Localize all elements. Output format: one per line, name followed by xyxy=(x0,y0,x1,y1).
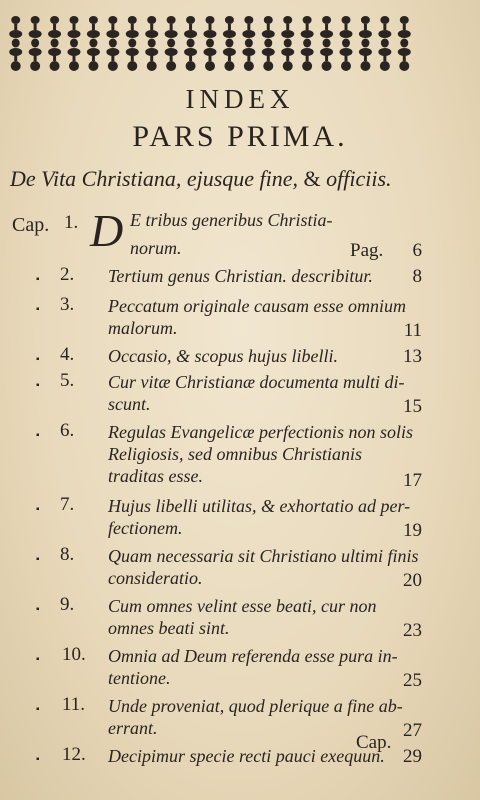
decorative-ornament-band xyxy=(6,12,414,74)
ornament-motif xyxy=(145,16,158,71)
entry-text-line: Quam necessaria sit Christiano ultimi finis xyxy=(108,546,419,566)
pag-label: Pag. xyxy=(350,240,384,261)
entry-page: 11 xyxy=(403,320,422,341)
entry-text-line: Cur vitæ Christianæ documenta multi di- xyxy=(108,372,405,392)
entry-mark: ▪ xyxy=(36,654,40,665)
catchword: Cap. xyxy=(356,732,392,753)
entry-text-line: Omnia ad Deum referenda esse pura in- xyxy=(108,646,398,666)
ornament-motif xyxy=(340,16,353,71)
entry-mark: ▪ xyxy=(36,304,40,315)
ornament-motif xyxy=(165,16,178,71)
index-entry-9 xyxy=(0,592,480,642)
entry-number: 12. xyxy=(62,744,86,765)
entry-text-line: Regulas Evangelicæ perfectionis non solis xyxy=(108,422,413,442)
entry-number: 6. xyxy=(60,420,75,441)
index-entry-11 xyxy=(0,692,480,742)
entry-page: 17 xyxy=(403,470,422,491)
entry-text-line: consideratio. xyxy=(108,568,203,588)
ornament-motif xyxy=(87,16,100,71)
entry-text-line: malorum. xyxy=(108,318,178,338)
ornament-motif xyxy=(184,16,197,71)
index-entry-8 xyxy=(0,542,480,592)
entry-page: 6 xyxy=(412,240,422,261)
part-subtitle xyxy=(10,166,392,192)
entry-text-line: Hujus libelli utilitas, & exhortatio ad per- xyxy=(108,496,411,516)
entry-text-line: Unde proveniat, quod plerique a fine ab- xyxy=(108,696,403,716)
entry-number: 9. xyxy=(60,594,75,615)
subtitle-text-b: officiis. xyxy=(320,166,392,191)
entry-number: 2. xyxy=(60,264,75,285)
ornament-motif xyxy=(262,16,275,71)
entry-number: 4. xyxy=(60,344,75,365)
cap-label: Cap. xyxy=(12,214,50,236)
entry-mark: ▪ xyxy=(36,554,40,565)
entry-page: 25 xyxy=(403,670,422,691)
ornament-motif xyxy=(9,16,22,71)
entry-mark: ▪ xyxy=(36,754,40,765)
entry-text-line: Decipimur specie recti pauci exequun. xyxy=(108,746,385,766)
entry-mark: ▪ xyxy=(36,604,40,615)
entry-number: 11. xyxy=(62,694,86,715)
entry-mark: ▪ xyxy=(36,354,40,365)
index-entry-7 xyxy=(0,492,480,542)
ornament-motif xyxy=(29,16,42,71)
ornament-motif xyxy=(301,16,314,71)
ornament-motif xyxy=(126,16,139,71)
entry-text-line: tentione. xyxy=(108,668,171,688)
ornament-motif xyxy=(378,16,391,71)
index-entry-5 xyxy=(0,368,480,418)
ornament-motif xyxy=(242,16,255,71)
entry-page: 8 xyxy=(412,266,422,287)
entry-number: 8. xyxy=(60,544,75,565)
index-entry-12 xyxy=(0,742,480,770)
entry-mark: ▪ xyxy=(36,430,40,441)
entry-page: 27 xyxy=(403,720,422,741)
entry-text-line: norum. xyxy=(130,238,182,258)
entry-text-line: Tertium genus Christian. describitur. xyxy=(108,266,373,286)
subtitle-ampersand: & xyxy=(303,166,321,191)
index-entry-10 xyxy=(0,642,480,692)
entry-mark: ▪ xyxy=(36,380,40,391)
entry-text-line: Religiosis, sed omnibus Christianis xyxy=(108,444,363,464)
entry-page: 19 xyxy=(403,520,422,541)
ornament-motif xyxy=(320,16,333,71)
entry-text-line: Peccatum originale causam esse omnium xyxy=(108,296,406,316)
ornament-motif xyxy=(106,16,119,71)
entry-page: 15 xyxy=(403,396,422,417)
entry-mark: ▪ xyxy=(36,704,40,715)
entry-text-line: errant. xyxy=(108,718,158,738)
entry-text-line: fectionem. xyxy=(108,518,183,538)
entry-number: 7. xyxy=(60,494,75,515)
entry-page: 23 xyxy=(403,620,422,641)
index-entry-2 xyxy=(0,262,480,292)
entry-number: 5. xyxy=(60,370,75,391)
entry-mark: ▪ xyxy=(36,274,40,285)
entry-number: 10. xyxy=(62,644,86,665)
index-entry-3 xyxy=(0,292,480,342)
entry-text-line: E tribus generibus Christia- xyxy=(130,210,333,230)
part-heading: PARS PRIMA. xyxy=(132,120,348,153)
ornament-motif xyxy=(398,16,411,71)
index-entries xyxy=(0,205,480,770)
ornament-motif xyxy=(68,16,81,71)
ornament-motif xyxy=(204,16,217,71)
index-heading: INDEX xyxy=(185,84,295,114)
index-entry-6 xyxy=(0,418,480,492)
entry-text-line: Occasio, & scopus hujus libelli. xyxy=(108,346,338,366)
ornament-motif xyxy=(48,16,61,71)
drop-cap: D xyxy=(90,205,124,256)
entry-page: 29 xyxy=(403,746,422,767)
entry-text-line: scunt. xyxy=(108,394,151,414)
entry-text-line: Cum omnes velint esse beati, cur non xyxy=(108,596,377,616)
entry-text-line: traditas esse. xyxy=(108,466,204,486)
subtitle-text-a: De Vita Christiana, ejusque fine, xyxy=(10,166,304,191)
ornament-motif xyxy=(223,16,236,71)
ornament-motif xyxy=(281,16,294,71)
entry-mark: ▪ xyxy=(36,504,40,515)
index-entry-1 xyxy=(0,205,480,262)
entry-page: 13 xyxy=(403,346,422,367)
index-entry-4 xyxy=(0,342,480,368)
entry-text-line: omnes beati sint. xyxy=(108,618,230,638)
entry-number: 1. xyxy=(64,212,79,233)
entry-number: 3. xyxy=(60,294,75,315)
entry-page: 20 xyxy=(403,570,422,591)
ornament-motif xyxy=(359,16,372,71)
